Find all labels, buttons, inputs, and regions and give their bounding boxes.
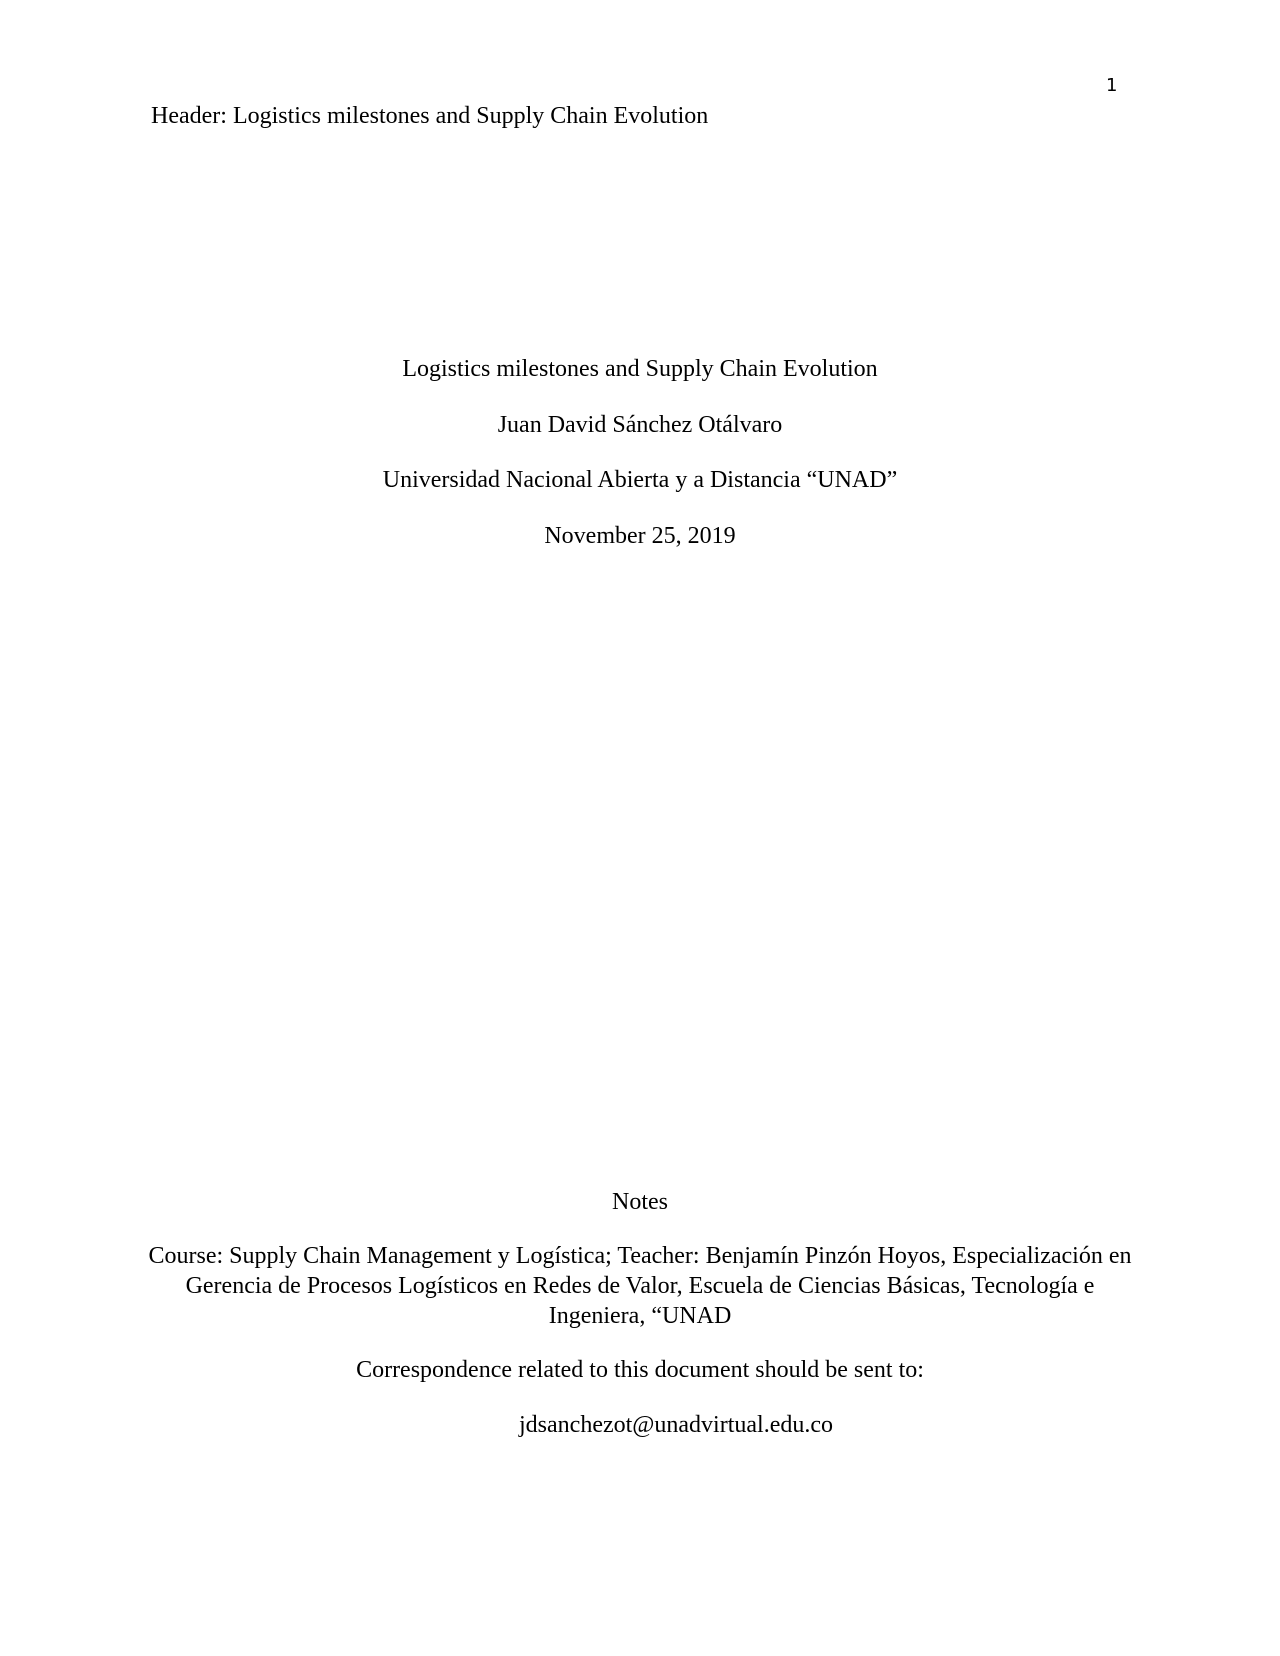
course-info-paragraph: Course: Supply Chain Management y Logística; Teacher: Benjamín Pinzón Hoyos, Especialización en Gerencia de Procesos Logísticos en Redes de Valor, Escuela de Ciencias Básicas, Tecnología e Ingeniera, “UNAD — [148, 1243, 1132, 1329]
author-name: Juan David Sánchez Otálvaro — [497, 412, 783, 438]
notes-heading: Notes — [612, 1189, 668, 1215]
correspondence-label: Correspondence related to this document should be sent to: — [356, 1357, 924, 1383]
running-head: Header: Logistics milestones and Supply Chain Evolution — [151, 103, 709, 129]
institution-name: Universidad Nacional Abierta y a Distancia “UNAD” — [382, 467, 898, 493]
document-date: November 25, 2019 — [544, 523, 736, 549]
contact-email: jdsanchezot@unadvirtual.edu.co — [519, 1412, 833, 1438]
paper-title: Logistics milestones and Supply Chain Evolution — [402, 356, 878, 382]
page-number: 1 — [1106, 75, 1118, 96]
